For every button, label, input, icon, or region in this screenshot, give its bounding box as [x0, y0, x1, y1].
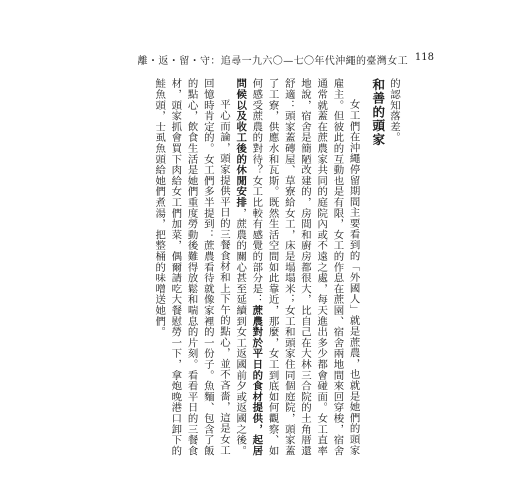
paragraph-1-text-a: 女工們在沖繩停留期間主要看到的「外國人」就是蔗農，也就是她們的頭家雇主。但彼此的互動也是有限，女工的作息在蔗園、宿舍兩地間來回穿梭，宿舍通常就蓋在蔗農家共同的庭院內或不遠之處，每天進出多少都會碰面。女工直率地說，宿舍是簡陋改建的，房間和廚房都很大，比自己在大林三合院的土角厝還舒適：頭家蓋磚屋、草寮給女工，床是塌塌米；女工和頭家住同個庭院，頭家蓋了工寮，供應水和瓦斯。既然生活空間如此靠近，那麼，女工到底如何觀察、如何感受蔗農的對待？女工比較有感覺的部分是：: [250, 78, 360, 456]
paragraph-2: 平心而論，頭家提供平日的三餐食材和上下午的點心，並不吝嗇，這是女工回憶時肯定的。女工們多半提到：蔗農看待就像家裡的一份子。魚麵、包含了飯的點心，飲食生活是她們重度勞動後難得放鬆和喘息的片刻。看看平日的三餐食材，頭家抓會買下肉給女工們加菜，偶爾請吃大餐慰勞一下，拿炮晚港口卸下的鮭魚頭，士虱魚頭給她們煮湯，把整桶的味噌送她們。: [153, 78, 230, 456]
paragraph-1-text-b: ，蔗農的關心甚至延續到女工返國前夕或返國之後。: [234, 207, 247, 457]
paragraph-0: 的認知落差。: [388, 78, 400, 143]
body-text: [112, 78, 402, 458]
section-title: 和善的頭家: [370, 78, 386, 147]
paragraph-1: [232, 78, 362, 458]
page-number: 118: [414, 52, 434, 63]
running-head: 離・返・留・守：追尋一九六〇—七〇年代沖繩的臺灣女工: [137, 56, 408, 67]
paragraph-1-bold-phrase: 蔗農對於平日的食材提供，起居問候以及收工後的休閒安排: [234, 78, 263, 457]
